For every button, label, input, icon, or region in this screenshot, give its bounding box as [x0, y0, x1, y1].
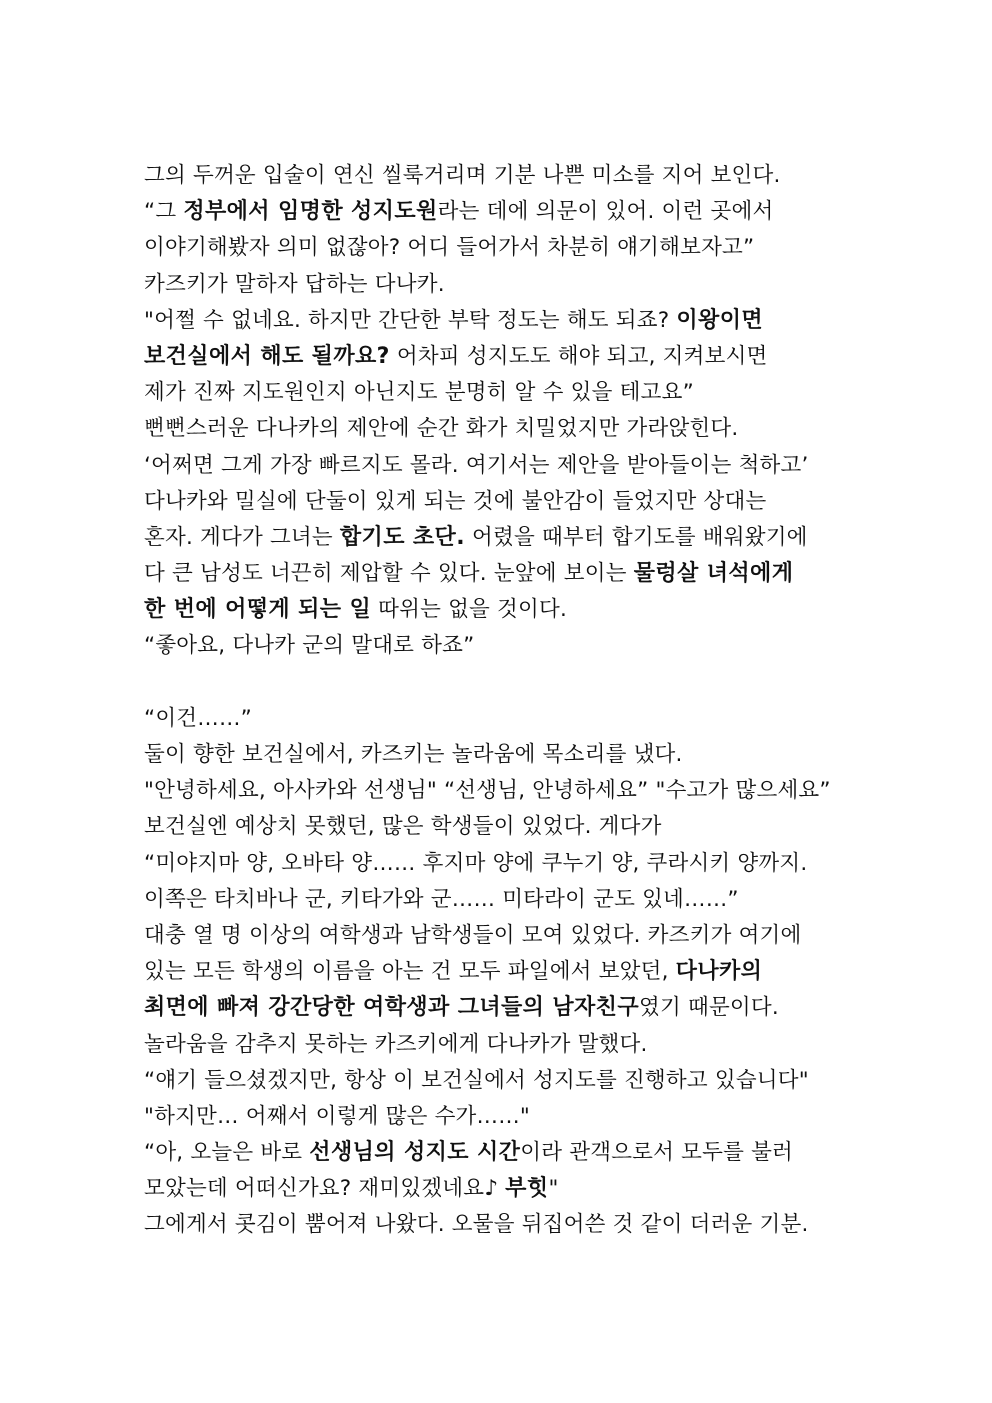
line-text: 혼자. 게다가 그녀는 — [144, 524, 340, 550]
body-text — [144, 158, 864, 1244]
text-line — [144, 267, 864, 303]
line-text: “아, 오늘은 바로 — [144, 1140, 310, 1166]
line-text: 이쪽은 타치바나 군, 키타가와 군…… 미타라이 군도 있네……” — [144, 886, 739, 912]
line-text: 있는 모든 학생의 이름을 아는 건 모두 파일에서 보았던, — [144, 959, 676, 985]
line-text: "어쩔 수 없네요. 하지만 간단한 부탁 정도는 해도 되죠? — [144, 307, 677, 333]
text-line — [144, 954, 864, 990]
line-text: 따위는 없을 것이다. — [371, 597, 567, 623]
line-text: 그에게서 콧김이 뿜어져 나왔다. 오물을 뒤집어쓴 것 같이 더러운 기분. — [144, 1212, 809, 1238]
text-line — [144, 701, 864, 737]
line-text: 제가 진짜 지도원인지 아닌지도 분명히 알 수 있을 테고요” — [144, 380, 694, 406]
text-line — [144, 339, 864, 375]
line-text: 카즈키가 말하자 답하는 다나카. — [144, 271, 445, 297]
line-text: 다 큰 남성도 너끈히 제압할 수 있다. 눈앞에 보이는 — [144, 561, 634, 587]
text-line — [144, 158, 864, 194]
emphasis-text: 다나카의 — [675, 959, 763, 985]
text-line — [144, 303, 864, 339]
line-text: 둘이 향한 보건실에서, 카즈키는 놀라움에 목소리를 냈다. — [144, 742, 683, 767]
line-text: ‘어쩌면 그게 가장 빠르지도 몰라. 여기서는 제안을 받아들이는 척하고’ — [144, 452, 809, 478]
emphasis-text: 선생님의 성지도 시간 — [309, 1140, 521, 1166]
line-text: 였기 때문이다. — [639, 995, 779, 1021]
emphasis-text: 한 번에 어떻게 되는 일 — [144, 597, 372, 623]
text-line — [144, 556, 864, 592]
text-line — [144, 737, 864, 773]
text-line — [144, 882, 864, 918]
text-line — [144, 411, 864, 447]
text-line — [144, 1027, 864, 1063]
blank-line — [144, 665, 864, 701]
text-line — [144, 773, 864, 809]
line-text: 어렸을 때부터 합기도를 배워왔기에 — [464, 524, 808, 550]
text-line — [144, 448, 864, 484]
line-text: "안녕하세요, 아사카와 선생님" “선생님, 안녕하세요” "수고가 많으세요” — [144, 778, 831, 804]
line-text: 그의 두꺼운 입술이 연신 씰룩거리며 기분 나쁜 미소를 지어 보인다. — [144, 163, 781, 188]
line-text: 보건실엔 예상치 못했던, 많은 학생들이 있었다. 게다가 — [144, 814, 662, 840]
line-text: “좋아요, 다나카 군의 말대로 하죠” — [144, 633, 475, 659]
text-line — [144, 990, 864, 1026]
emphasis-text: 이왕이면 — [676, 307, 764, 333]
line-text: 대충 열 명 이상의 여학생과 남학생들이 모여 있었다. 카즈키가 여기에 — [144, 922, 802, 948]
text-line — [144, 1207, 864, 1243]
text-line — [144, 1135, 864, 1171]
line-text: 뻔뻔스러운 다나카의 제안에 순간 화가 치밀었지만 가라앉힌다. — [144, 416, 739, 442]
line-text: " — [548, 1176, 559, 1202]
text-line — [144, 1099, 864, 1135]
emphasis-text: 물렁살 녀석에게 — [633, 561, 794, 587]
text-line — [144, 1063, 864, 1099]
line-text: "하지만… 어째서 이렇게 많은 수가……" — [144, 1103, 531, 1129]
line-text: “얘기 들으셨겠지만, 항상 이 보건실에서 성지도를 진행하고 있습니다" — [144, 1067, 809, 1093]
text-line — [144, 628, 864, 664]
emphasis-text: 합기도 초단. — [339, 524, 465, 550]
line-text: 놀라움을 감추지 못하는 카즈키에게 다나카가 말했다. — [144, 1031, 648, 1057]
text-line — [144, 230, 864, 266]
emphasis-text: 정부에서 임명한 성지도원 — [183, 199, 438, 225]
text-line — [144, 592, 864, 628]
line-text: 다나카와 밀실에 단둘이 있게 되는 것에 불안감이 들었지만 상대는 — [144, 488, 767, 514]
line-text: 모았는데 어떠신가요? 재미있겠네요♪ — [144, 1176, 506, 1202]
text-line — [144, 375, 864, 411]
emphasis-text: 보건실에서 해도 될까요? — [144, 343, 390, 369]
line-text: “그 — [144, 199, 184, 225]
line-text: 라는 데에 의문이 있어. 이런 곳에서 — [437, 199, 774, 225]
line-text: 이야기해봤자 의미 없잖아? 어디 들어가서 차분히 얘기해보자고” — [144, 235, 755, 261]
line-text: 이라 관객으로서 모두를 불러 — [520, 1140, 794, 1166]
text-line — [144, 918, 864, 954]
text-line — [144, 846, 864, 882]
line-text: “미야지마 양, 오바타 양…… 후지마 양에 쿠누기 양, 쿠라시키 양까지. — [144, 850, 808, 876]
emphasis-text: 최면에 빠져 강간당한 여학생과 그녀들의 남자친구 — [144, 995, 639, 1021]
text-line — [144, 194, 864, 230]
line-text: “이건……” — [144, 705, 253, 731]
text-line — [144, 809, 864, 845]
text-line — [144, 520, 864, 556]
emphasis-text: 부힛 — [505, 1176, 549, 1202]
text-line — [144, 484, 864, 520]
line-text: 어차피 성지도도 해야 되고, 지켜보시면 — [389, 343, 768, 369]
text-line — [144, 1171, 864, 1207]
